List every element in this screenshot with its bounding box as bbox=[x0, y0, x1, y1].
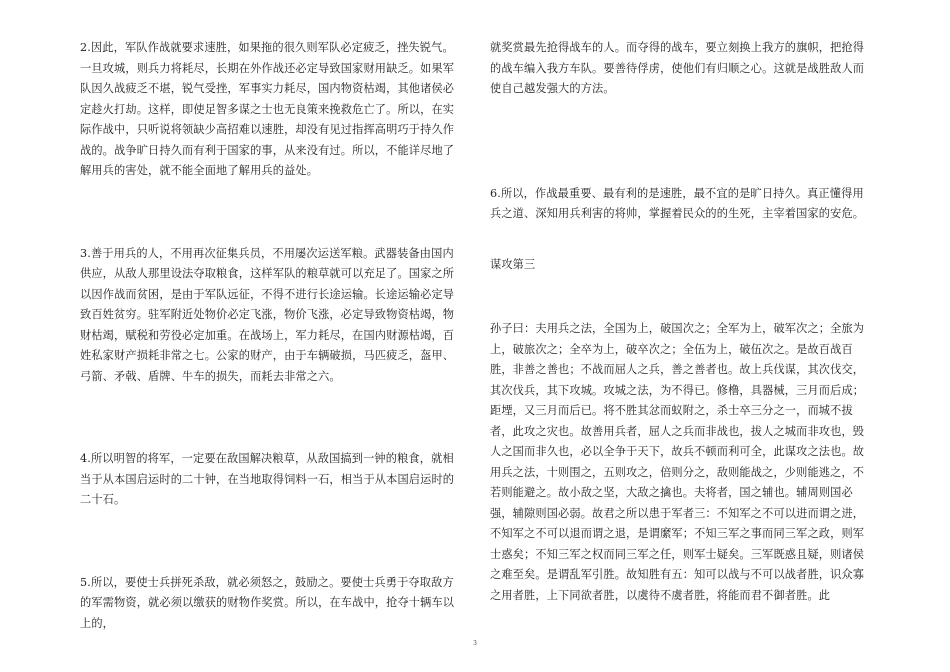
page-number: 3 bbox=[473, 640, 477, 647]
paragraph-7: 孙子曰：夫用兵之法，全国为上，破国次之；全军为上，破军次之；全旅为上，破旅次之；全卒为上，破卒次之；全伍为上，破伍次之。是故百战百胜，非善之善也；不战而屈人之兵，善之善者也。故上兵伐谋，其次伐交，其次伐兵，其下攻城。攻城之法，为不得已。修橹，具器械，三月而后成；距堙，又三月而后已。将不胜其忿而蚁附之，杀士卒三分之一，而城不拔者，此攻之灾也。故善用兵者，屈人之兵而非战也，拔人之城而非攻也，毁人之国而非久也，必以全争于天下，故兵不顿而利可全，此谋攻之法也。故用兵之法，十则围之，五则攻之，倍则分之，敌则能战之，少则能逃之，不若则能避之。故小敌之坚，大敌之擒也。夫将者，国之辅也。辅周则国必强，辅隙则国必弱。故君之所以患于军者三：不知军之不可以进而谓之进，不知军之不可以退而谓之退，是谓縻军；不知三军之事而同三军之政，则军士惑矣；不知三军之权而同三军之任，则军士疑矣。三军既惑且疑，则诸侯之难至矣。是谓乱军引胜。故知胜有五：知可以战与不可以战者胜，识众寡之用者胜，上下同欲者胜，以虞待不虞者胜，将能而君不御者胜。此 bbox=[490, 322, 865, 602]
paragraph-spacer bbox=[490, 225, 872, 255]
paragraph-spacer bbox=[80, 182, 462, 244]
paragraph-spacer bbox=[490, 100, 872, 184]
paragraph-4: 4.所以明智的将军，一定要在敌国解决粮草，从敌国搞到一钟的粮食，就相当于从本国启运时的二十钟，在当地取得饲料一石，相当于从本国启运时的二十石。 bbox=[80, 452, 455, 506]
paragraph-6: 6.所以，作战最重要、最有利的是速胜，最不宜的是旷日持久。真正懂得用兵之道、深知用兵利害的将帅，掌握着民众的的生死，主宰着国家的安危。 bbox=[490, 186, 865, 220]
paragraph-2: 2.因此，军队作战就要求速胜，如果拖的很久则军队必定疲乏，挫失锐气。一旦攻城，则兵力将耗尽，长期在外作战还必定导致国家财用缺乏。如果军队因久战疲乏不堪，锐气受挫，军事实力耗尽，国内物资枯竭，其他诸侯必定趁火打劫。这样，即使足智多谋之士也无良策来挽救危亡了。所以，在实际作战中，只听说将领缺少高招难以速胜，却没有见过指挥高明巧于持久作战的。战争旷日持久而有利于国家的事，从来没有过。所以，不能详尽地了解用兵的害处，就不能全面地了解用兵的益处。 bbox=[80, 41, 455, 177]
paragraph-spacer bbox=[80, 387, 462, 449]
paragraph-5: 5.所以，要使士兵拼死杀敌，就必须怒之，鼓励之。要使士兵勇于夺取敌方的军需物资，就必须以缴获的财物作奖赏。所以，在车战中，抢夺十辆车以上的， bbox=[80, 575, 455, 630]
section-heading: 谋攻第三 bbox=[490, 257, 536, 271]
paragraph-spacer bbox=[490, 275, 872, 319]
paragraph-spacer bbox=[80, 511, 462, 573]
right-column bbox=[490, 38, 872, 606]
left-column bbox=[80, 38, 462, 634]
paragraph-3: 3.善于用兵的人，不用再次征集兵员，不用屡次运送军粮。武器装备由国内供应，从敌人那里设法夺取粮食，这样军队的粮草就可以充足了。国家之所以因作战而贫困，是由于军队远征，不得不进行长途运输。长途运输必定导致百姓贫穷。驻军附近处物价必定飞涨，物价飞涨，必定导致物资枯竭，物财枯竭，赋税和劳役必定加重。在战场上，军力耗尽，在国内财源枯竭，百姓私家财产损耗非常之七。公家的财产，由于车辆破损，马匹疲乏，盔甲、弓箭、矛戟、盾牌、牛车的损失，而耗去非常之六。 bbox=[80, 246, 455, 383]
paragraph-5-continued: 就奖赏最先抢得战车的人。而夺得的战车，要立刻换上我方的旗帜，把抢得的战车编入我方车队。要善待俘虏，使他们有归顺之心。这就是战胜敌人而使自己越发强大的方法。 bbox=[490, 41, 865, 95]
